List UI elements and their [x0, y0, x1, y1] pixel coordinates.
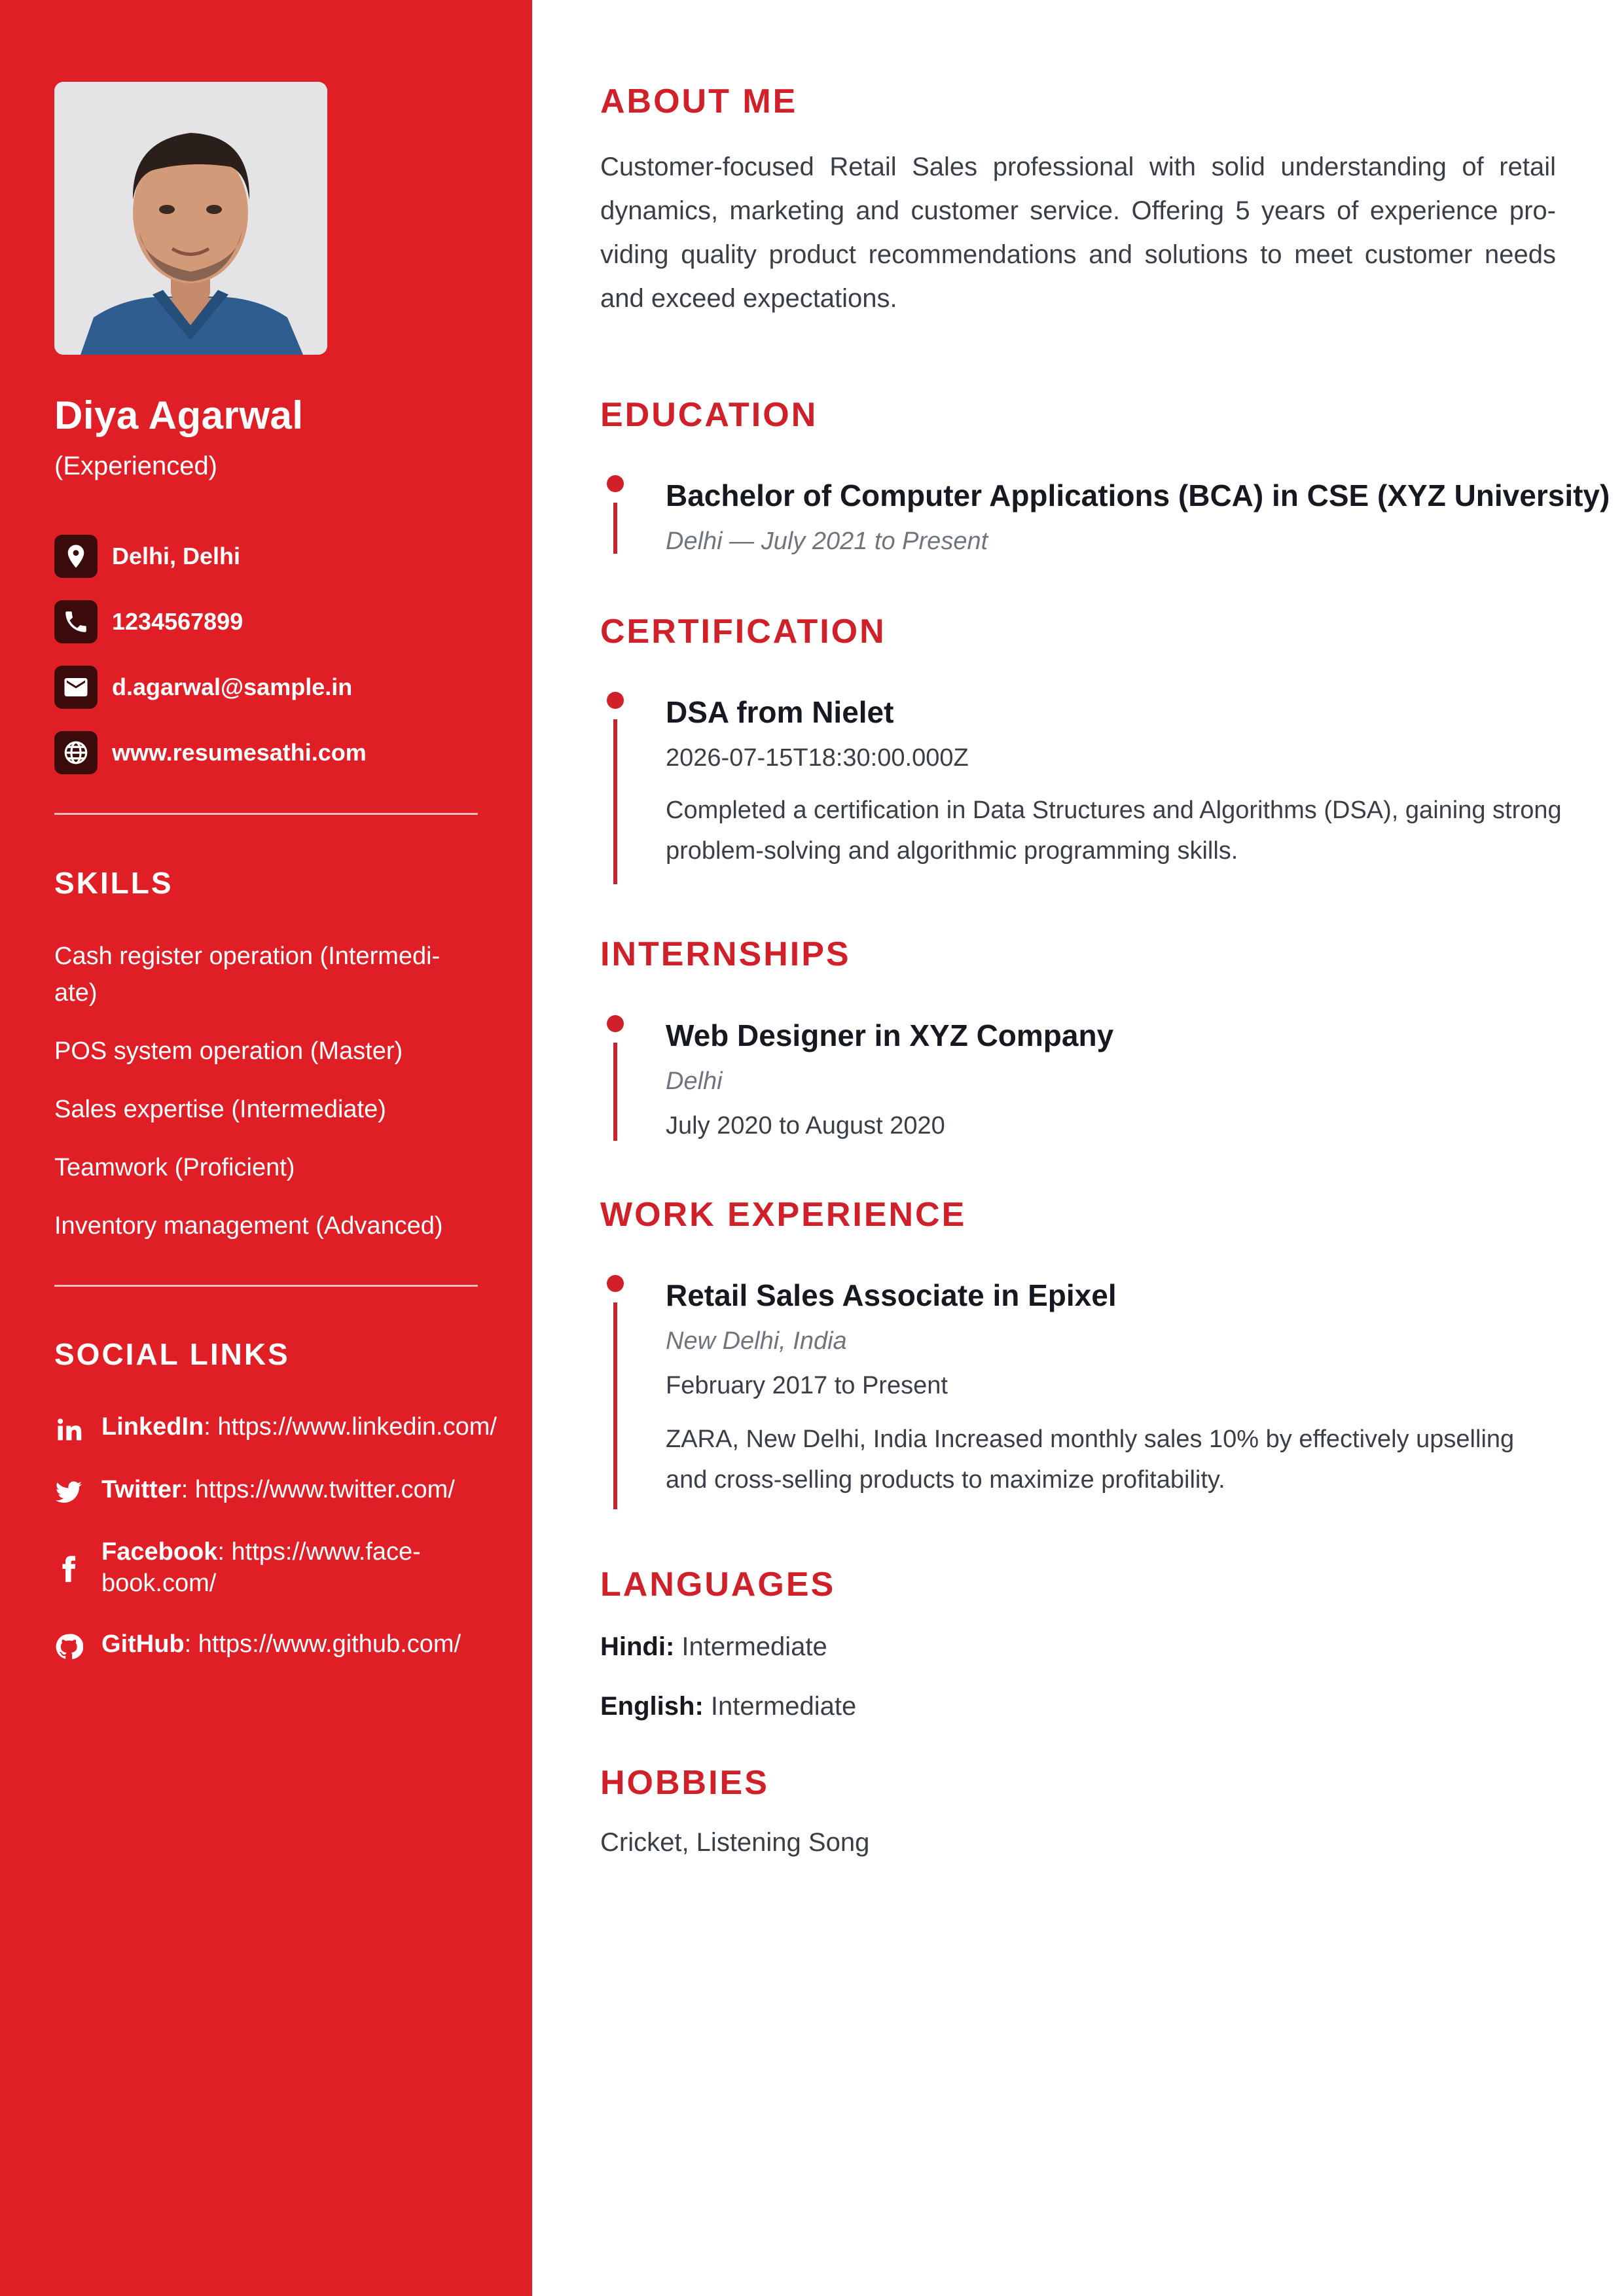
education-title: Bachelor of Computer Applications (BCA) in CSE (XYZ University) [666, 478, 1610, 512]
education-heading: EDUCATION [600, 396, 818, 434]
work-description: ZARA, New Delhi, India Increased monthly sales 10% by effectively upselling and cross-selling products to maximize profitability. [666, 1426, 1515, 1494]
internship-entry [600, 1014, 1562, 1145]
skills-heading: SKILLS [54, 866, 173, 900]
social-url: : https://www.face-book.com/ [101, 1538, 421, 1597]
social-name: GitHub [101, 1630, 185, 1658]
contact-location [54, 535, 240, 578]
social-name: Facebook [101, 1538, 218, 1566]
work-location: New Delhi, India [666, 1327, 847, 1355]
skill-item: Sales expertise (Intermediate) [54, 1096, 386, 1123]
certification-entry [600, 691, 1562, 887]
language-level: Intermediate [703, 1692, 857, 1721]
location-text: Delhi, Delhi [112, 543, 241, 569]
skill-item: Inventory management (Advanced) [54, 1212, 443, 1240]
globe-icon [54, 731, 98, 774]
certification-description: Completed a certification in Data Structures and Algorithms (DSA), gaining strong problem-solving and algorithmic programming skills. [666, 797, 1562, 865]
phone-icon [54, 600, 98, 643]
location-pin-icon [54, 535, 98, 578]
education-entry [600, 474, 1610, 559]
education-meta: Delhi — July 2021 to Present [666, 528, 988, 555]
social-links-heading: SOCIAL LINKS [54, 1337, 290, 1371]
language-level: Intermediate [674, 1632, 827, 1661]
about-text: Customer-focused Retail Sales professional with solid understanding of retail dynamics, marketing and customer service. Offering 5 years of experience pro-viding quality product recommendations and solutions to meet customer needs and exceed expectations. [600, 152, 1556, 313]
hobbies-heading: HOBBIES [600, 1764, 769, 1802]
timeline-dot [607, 475, 624, 492]
social-link-linkedin[interactable] [54, 1411, 520, 1448]
internship-location: Delhi [666, 1067, 723, 1095]
social-name: Twitter [101, 1476, 181, 1503]
timeline-dot [607, 1015, 624, 1032]
language-name: Hindi: [600, 1632, 675, 1661]
phone-text: 1234567899 [112, 608, 244, 635]
languages-heading: LANGUAGES [600, 1566, 836, 1604]
twitter-icon [54, 1474, 87, 1511]
language-name: English: [600, 1692, 704, 1721]
skill-item: Cash register operation (Intermedi-ate) [54, 942, 441, 1007]
sidebar-divider [54, 813, 478, 815]
social-url: : https://www.linkedin.com/ [204, 1413, 497, 1441]
timeline-line [613, 503, 617, 554]
work-experience-heading: WORK EXPERIENCE [600, 1196, 967, 1234]
work-dates: February 2017 to Present [666, 1372, 948, 1399]
skill-item: Teamwork (Proficient) [54, 1154, 295, 1181]
skills-list [54, 938, 473, 1266]
timeline-dot [607, 692, 624, 709]
timeline-line [613, 1043, 617, 1141]
social-url: : https://www.twitter.com/ [181, 1476, 455, 1503]
language-item [600, 1632, 827, 1662]
social-url: : https://www.github.com/ [184, 1630, 461, 1658]
about-heading: ABOUT ME [600, 82, 798, 120]
profile-photo [54, 82, 327, 355]
internship-dates: July 2020 to August 2020 [666, 1112, 945, 1139]
internships-heading: INTERNSHIPS [600, 935, 851, 973]
certification-date: 2026-07-15T18:30:00.000Z [666, 744, 969, 772]
certification-title: DSA from Nielet [666, 695, 894, 729]
sidebar-divider [54, 1285, 478, 1287]
candidate-name: Diya Agarwal [54, 393, 304, 437]
facebook-icon [54, 1551, 87, 1587]
email-icon [54, 666, 98, 709]
timeline-dot [607, 1275, 624, 1292]
timeline-line [613, 1302, 617, 1509]
social-link-twitter[interactable] [54, 1474, 520, 1511]
candidate-subtitle: (Experienced) [54, 452, 218, 480]
github-icon [54, 1628, 87, 1665]
social-name: LinkedIn [101, 1413, 204, 1441]
social-link-facebook[interactable] [54, 1536, 520, 1599]
sidebar [0, 0, 532, 2296]
timeline-line [613, 719, 617, 884]
work-title: Retail Sales Associate in Epixel [666, 1278, 1117, 1312]
internship-title: Web Designer in XYZ Company [666, 1018, 1114, 1052]
contact-phone[interactable] [54, 600, 243, 643]
work-entry [600, 1274, 1562, 1516]
email-text: d.agarwal@sample.in [112, 673, 353, 700]
contact-email[interactable] [54, 666, 352, 709]
contact-website[interactable] [54, 731, 367, 774]
certification-heading: CERTIFICATION [600, 613, 886, 651]
hobbies-text: Cricket, Listening Song [600, 1828, 870, 1857]
website-text: www.resumesathi.com [112, 739, 367, 766]
language-item [600, 1692, 856, 1721]
social-link-github[interactable] [54, 1628, 520, 1665]
linkedin-icon [54, 1411, 87, 1448]
skill-item: POS system operation (Master) [54, 1037, 403, 1065]
